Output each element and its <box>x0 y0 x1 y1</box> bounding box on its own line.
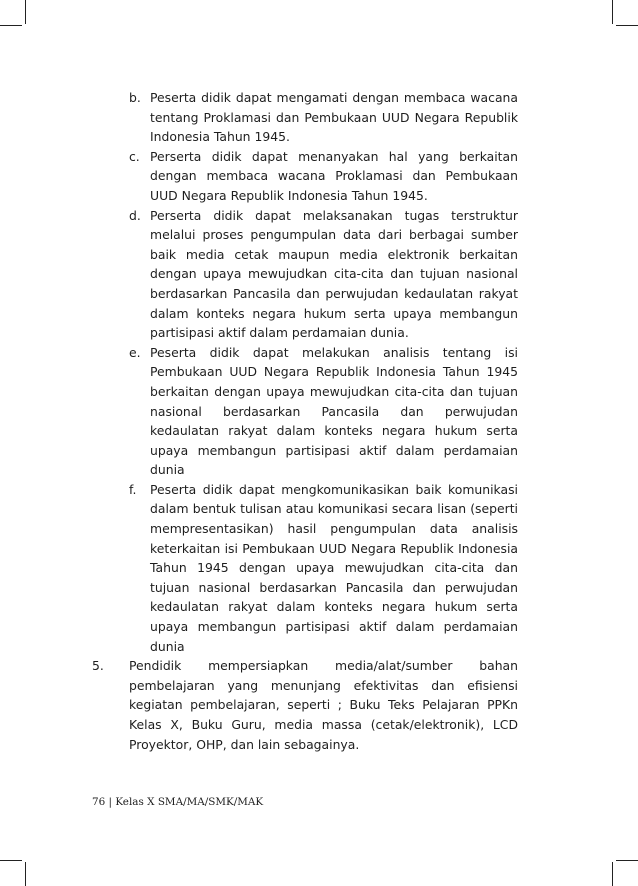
crop-mark <box>612 0 613 24</box>
crop-mark <box>612 862 613 886</box>
list-item-5 <box>92 656 518 754</box>
crop-mark <box>0 25 22 26</box>
list-item-e <box>92 343 518 480</box>
list-text: Peserta didik dapat mengkomunikasikan baik komunikasi dalam bentuk tulisan atau komunikasi secara lisan (seperti mempresentasikan) hasil pengumpulan data analisis keterkaitan isi Pembukaan UUD Negara Republik Indonesia Tahun 1945 dengan upaya mewujudkan cita-cita dan tujuan nasional berdasarkan Pancasila dan perwujudan kedaulatan rakyat dalam konteks negara hukum serta upaya membangun partisipasi aktif dalam perdamaian dunia <box>150 481 518 654</box>
list-marker: c. <box>129 148 140 164</box>
list-item-f <box>92 480 518 656</box>
list-text: Perserta didik dapat menanyakan hal yang berkaitan dengan membaca wacana Proklamasi dan Pembukaan UUD Negara Republik Indonesia Tahun 1945. <box>150 148 518 203</box>
crop-mark <box>0 860 22 861</box>
list-marker: 5. <box>92 658 104 674</box>
list-marker: e. <box>129 344 141 360</box>
list-text: Perserta didik dapat melaksanakan tugas terstruktur melalui proses pengumpulan data dari berbagai sumber baik media cetak maupun media elektronik berkaitan dengan upaya mewujudkan cita-cita dan tujuan nasional berdasarkan Pancasila dan perwujudan kedaulatan rakyat dalam konteks negara hukum serta upaya membangun partisipasi aktif dalam perdamaian dunia. <box>150 207 518 341</box>
list-marker: b. <box>129 90 141 105</box>
list-marker: f. <box>129 481 137 497</box>
crop-mark <box>616 860 638 861</box>
list-text: Peserta didik dapat melakukan analisis tentang isi Pembukaan UUD Negara Republik Indonesia Tahun 1945 berkaitan dengan upaya mewujudkan cita-cita dan tujuan nasional berdasarkan Pancasila dan perwujudan kedaulatan rakyat dalam konteks negara hukum serta upaya membangun partisipasi aktif dalam perdamaian dunia <box>150 344 518 478</box>
crop-mark <box>25 862 26 886</box>
list-item-c <box>92 147 518 206</box>
list-item-d <box>92 206 518 343</box>
crop-mark <box>616 25 638 26</box>
crop-mark <box>25 0 26 24</box>
list-text: Pendidik mempersiapkan media/alat/sumber bahan pembelajaran yang menunjang efektivitas dan efisiensi kegiatan pembelajaran, seperti ; Buku Teks Pelajaran PPKn Kelas X, Buku Guru, media massa (cetak/elektronik), LCD Proyektor, OHP, dan lain sebagainya. <box>129 658 518 752</box>
list-text: Peserta didik dapat mengamati dengan membaca wacana tentang Proklamasi dan Pembukaan UUD Negara Republik Indonesia Tahun 1945. <box>150 90 518 145</box>
page-body <box>92 88 518 754</box>
list-marker: d. <box>129 207 141 223</box>
list-item-b <box>92 88 518 147</box>
page-footer: 76 | Kelas X SMA/MA/SMK/MAK <box>92 796 264 808</box>
